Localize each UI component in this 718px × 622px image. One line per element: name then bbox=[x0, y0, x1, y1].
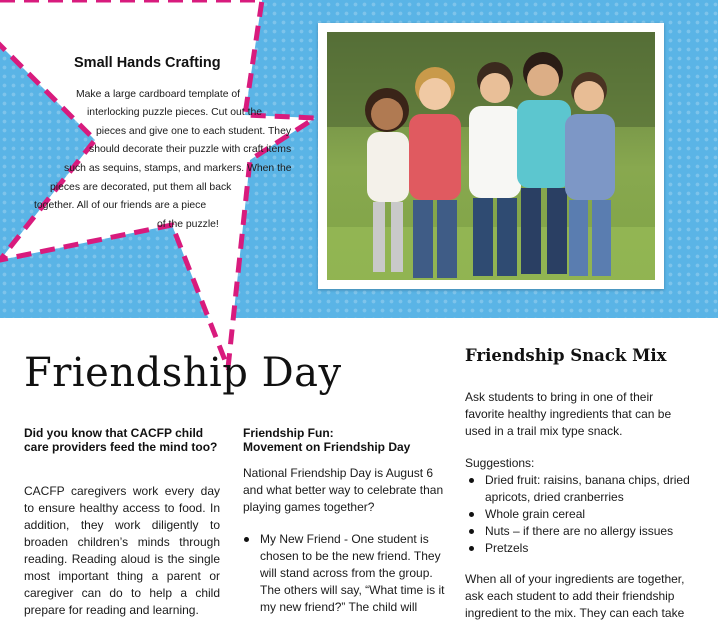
craft-text-line: pieces and give one to each student. They bbox=[96, 126, 292, 137]
page-title: Friendship Day bbox=[24, 350, 342, 396]
snack-intro: Ask students to bring in one of their favorite healthy ingredients that can be used in a trail mix type snack. bbox=[465, 390, 672, 438]
suggestions-label: Suggestions: bbox=[465, 456, 535, 470]
list-item: My New Friend - One student is chosen to be the new friend. They will stand across from the group. The others will say, “What time is it my new friend?” The child will bbox=[243, 531, 447, 616]
photo-frame bbox=[318, 23, 664, 289]
craft-text-line: together. All of our friends are a piece bbox=[34, 200, 207, 211]
middle-column-intro: National Friendship Day is August 6 and what better way to celebrate than playing games together? bbox=[243, 466, 444, 514]
middle-heading-line1: Friendship Fun: bbox=[243, 426, 334, 440]
craft-text-line: interlocking puzzle pieces. Cut out the bbox=[87, 107, 263, 118]
left-column-body: CACFP caregivers work every day to ensure healthy access to food. In addition, they work diligently to broaden children’s minds through reading. Reading aloud is the single most important thing a parent or caregiver can do to help a child prepare for reading and learning. bbox=[24, 484, 220, 617]
games-list-container bbox=[243, 531, 447, 616]
craft-title: Small Hands Crafting bbox=[74, 55, 221, 71]
craft-text-line: of the puzzle! bbox=[157, 219, 219, 230]
craft-text-line: such as sequins, stamps, and markers. When the bbox=[64, 163, 292, 174]
children-photo bbox=[327, 32, 655, 280]
left-column-heading: Did you know that CACFP child care providers feed the mind too? bbox=[24, 426, 218, 454]
craft-text-line: pieces are decorated, put them all back bbox=[50, 182, 232, 193]
suggestions-list bbox=[465, 472, 701, 557]
middle-column-heading bbox=[243, 426, 443, 454]
craft-text-line: Make a large cardboard template of bbox=[76, 89, 241, 100]
games-list bbox=[243, 531, 447, 616]
list-item: Pretzels bbox=[465, 540, 701, 557]
list-item: Nuts – if there are no allergy issues bbox=[465, 523, 701, 540]
list-item: Dried fruit: raisins, banana chips, dried apricots, dried cranberries bbox=[465, 472, 701, 506]
snack-outro: When all of your ingredients are together, ask each student to add their friendship ingredient to the mix. They can each take bbox=[465, 572, 685, 620]
list-item: Whole grain cereal bbox=[465, 506, 701, 523]
suggestions-container bbox=[465, 472, 701, 557]
snack-mix-title: Friendship Snack Mix bbox=[465, 346, 667, 365]
craft-text-line: should decorate their puzzle with craft items bbox=[89, 144, 292, 155]
middle-heading-line2: Movement on Friendship Day bbox=[243, 440, 411, 454]
